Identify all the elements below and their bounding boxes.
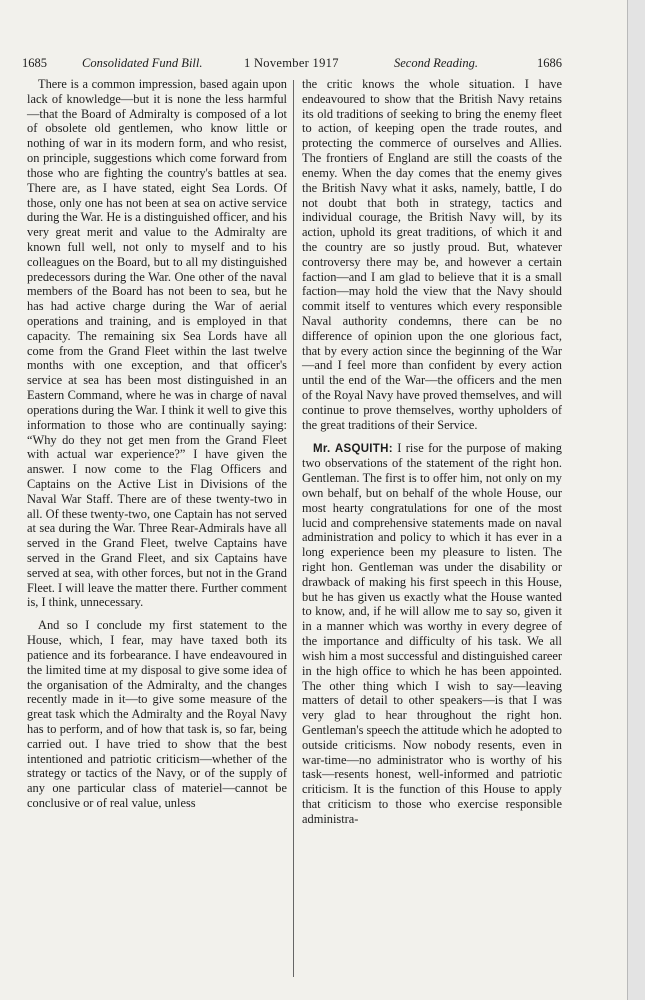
page-number-left: 1685 [22,56,47,70]
paragraph: There is a common impression, based again upon lack of knowledge—but it is none the less harmful—that the Board of Admiralty is composed of a lot of obsolete old gentlemen, who know little or nothing of war in its modern form, and who resist, on principle, suggestions which come forward from those who are fighting the country's battles at sea. There are, as I have stated, eight Sea Lords. Of those, only one has not been at sea on active service during the War. He is a distinguished officer, and his very great merit and value to the Admiralty are known full well, not only to myself and to his colleagues on the Board, but to all my distinguished predecessors during the War. One other of the naval members of the Board has not been to sea, but he has had active charge during the War of aerial operations and training, and is employed in that capacity. The remaining six Sea Lords have all come from the Grand Fleet within the last twelve months with one exception, and that officer's service at sea has been most distinguished in an Eastern Command, where he was in charge of naval operations during the War. I think it well to give this information to those who are continually saying: “Why do they not get men from the Grand Fleet with actual war experience?” I have given the answer. I now come to the Flag Officers and Captains on the Active List in Divisions of the Naval War Staff. There are of these twenty-two in all. Of these twenty-two, one Captain has not served at sea during the War. Three Rear-Admirals have all served in the Grand Fleet, twelve Captains have served in the Grand Fleet, and six Captains have served at sea, with other forces, but not in the Grand Fleet. I will leave the matter there. Further comment is, I think, unnecessary. [27,77,287,610]
page-number-right: 1686 [537,56,562,70]
page-edge [627,0,645,1000]
right-column [302,77,562,827]
bill-title: Consolidated Fund Bill. [82,56,203,70]
column-rule [293,80,294,977]
speech-text: I rise for the purpose of making two observations of the statement of the right hon. Gentleman. The first is to offer him, not only on my own behalf, but on behalf of the whole House, our most hearty congratulations for one of the most lucid and comprehensive statements made on naval administration and policy to which it has ever in a long experience been my pleasure to listen. The right hon. Gentleman was under the disability or drawback of making his first speech in this House, but he has given us exactly what the House wanted to know, and, if he will allow me to say so, given it in a manner which was worthy in every degree of the importance and difficulty of his task. We all wish him a most successful and distinguished career in the high office to which he has been appointed. The other thing which I wish to say—leaving matters of detail to other speakers—is that I was very glad to hear throughout the right hon. Gentleman's speech the attitude which he adopted to outside criticisms. Now nobody resents, even in war-time—no administrator who is worthy of his task—resents honest, well-informed and patriotic criticism. It is the function of this House to apply that criticism to those who exercise responsible administra- [302,440,562,826]
left-column [27,77,287,811]
paragraph: And so I conclude my first statement to the House, which, I fear, may have taxed both its patience and its forbearance. I have endeavoured in the limited time at my disposal to give some idea of the organisation of the Admiralty, and the changes recently made in it—to give some measure of the great task which the Admiralty and the Royal Navy has to perform, and of how that task is, so far, being carried out. I have tried to show that the best intentioned and patriotic criticism—whether of the strategy or tactics of the Navy, or of the supply of any one particular class of materiel—cannot be conclusive or of real value, unless [27,618,287,810]
speech-paragraph [302,441,562,827]
running-header [22,56,567,74]
paragraph: the critic knows the whole situation. I have endeavoured to show that the British Navy retains its old traditions of seeking to bring the enemy fleet to action, of keeping open the trade routes, and protecting the commerce of ourselves and Allies. The frontiers of England are still the coasts of the enemy. When the day comes that the enemy gives the British Navy what it asks, namely, battle, I do not doubt that both in strategy, tactics and individual courage, the British Navy will, by its action, uphold its great traditions, of which it and the country are so justly proud. But, whatever controversy there may be, and however a certain faction—and I am glad to believe that it is a small faction—may hold the view that the Navy should commit itself to ventures which every responsible Naval authority condemns, there can be no difference of opinion upon the one glorious fact, that by every action since the beginning of the War—and I feel more than confident by every action until the end of the War—the officers and the men of the Royal Navy have proved themselves, and will continue to prove themselves, worthy upholders of the great traditions of their Service. [302,77,562,432]
speaker-name: Mr. ASQUITH: [313,442,393,455]
reading-stage: Second Reading. [394,56,479,70]
sitting-date: 1 November 1917 [244,56,339,70]
